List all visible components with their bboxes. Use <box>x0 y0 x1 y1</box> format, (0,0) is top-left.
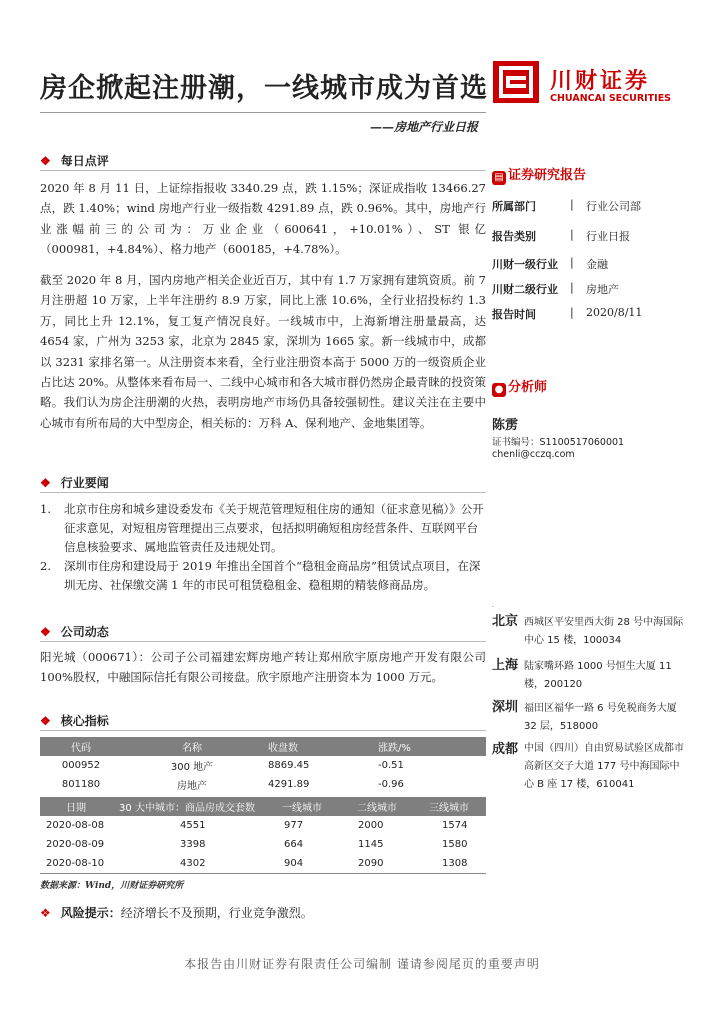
daily-comment-para1: 2020 年 8 月 11 日，上证综指报收 3340.29 点，跌 1.15%；深证成指收 13466.27 点，跌 1.40%；wind 房地产行业一级指数 4291.89 点，跌 0.96%。其中，房地产行业涨幅前三的公司为：万业企业（600641，+10.01%）、ST 银亿（000981，+4.84%）、格力地产（600185，+4.78%）。 <box>40 181 486 257</box>
report-subtitle: ——房地产行业日报 <box>370 120 479 134</box>
daily-comment-para2: 截至 2020 年 8 月，国内房地产相关企业近百万，其中有 1.7 万家拥有建筑资质。前 7 月注册超 10 万家，上半年注册约 8.9 万家，同比上涨 10.6%，全行业招投标约 1.3 万，同比上升 12.1%，复工复产情况良好。一线城市中，上海新增注册量最高，达 4654 家，广州为 3253 家，北京为 2845 家，深圳为 1665 家。新一线城市中，成都以 3231 家排名第一。从注册资本来看，全行业注册资本高于 5000 万的一级资质企业占比达 20%。从整体来看布局一、二线中心城市和各大城市群仍然房企最青睐的投资策略。我们认为房企注册潮的火热，表明房地产市场仍具备较强韧性。建议关注在主要中心城市有所布局的大中型房企，相关标的：万科 A、保利地产、金地集团等。 <box>40 273 486 430</box>
index-table <box>40 737 486 794</box>
analyst-email[interactable]: chenli@cczq.com <box>492 449 575 460</box>
analyst-cert: 证书编号：S1100517060001 <box>492 437 625 448</box>
logo-text-cn: 川财证券 <box>550 69 651 94</box>
company-logo <box>492 60 672 110</box>
data-source-note: 数据来源：Wind，川财证券研究所 <box>40 881 184 891</box>
office-addresses: 北京 西城区平安里西大街 28 号中海国际中心 15 楼，100034 上海 陆家嘴环路 1000 号恒生大厦 11 楼，200120 深圳 福田区福华一路 6 号免税商务大厦 32 层，518000 成都 中国（四川）自由贸易试验区成都市高新区交子大道 177 号中海国际中心 B 座 17 楼，610041 <box>492 608 692 808</box>
diamond-bullet-icon: ❖ <box>40 476 51 490</box>
table-row: 2020-08-09 3398 664 1145 1580 <box>46 839 468 850</box>
section-divider <box>40 170 486 171</box>
section-daily-heading: ❖ 每日点评 <box>40 154 109 168</box>
title-divider <box>40 112 486 113</box>
table-header-row: 日期 30 大中城市：商品房成交套数 一线城市 二线城市 三线城市 <box>40 797 486 816</box>
diamond-bullet-icon: ❖ <box>40 714 51 728</box>
logo-text-en: CHUANCAI SECURITIES <box>550 93 672 104</box>
report-title: 房企掀起注册潮，一线城市成为首选 <box>40 73 488 104</box>
news-list <box>40 500 486 595</box>
table-header-row: 代码 名称 收盘数 涨跌/% <box>40 737 486 756</box>
section-divider <box>40 641 486 642</box>
diamond-bullet-icon: ❖ <box>40 154 51 168</box>
address-shanghai: 陆家嘴环路 1000 号恒生大厦 11 楼，200120 <box>524 661 672 690</box>
risk-warning: ❖ 风险提示：经济增长不及预期，行业竞争激烈。 <box>40 906 313 920</box>
list-item: 2. 深圳市住房和建设局于 2019 年推出全国首个“稳租金商品房”租赁试点项目，在深圳无房、社保缴交满 1 年的市民可租赁稳租金、稳租期的精装修商品房。 <box>40 559 481 592</box>
section-divider <box>40 492 486 493</box>
analyst-heading: ● 分析师 <box>492 376 547 397</box>
section-divider <box>40 730 486 731</box>
analyst-name: 陈雳 <box>492 418 519 433</box>
person-icon: ● <box>492 383 506 397</box>
table-row: 000952 300 地产 8869.45 -0.51 <box>61 760 404 773</box>
list-item: 1. 北京市住房和城乡建设委发布《关于规范管理短租住房的通知（征求意见稿）》公开征求意见，对短租房管理提出三点要求，包括拟明确短租房经营条件、互联网平台信息核验要求、属地监管责任及违规处罚。 <box>40 502 484 554</box>
table-row: 2020-08-10 4302 904 2090 1308 <box>46 858 468 869</box>
address-shenzhen: 福田区福华一路 6 号免税商务大厦 32 层，518000 <box>524 703 677 732</box>
table-row: 2020-08-08 4551 977 2000 1574 <box>46 820 468 831</box>
diamond-bullet-icon: ❖ <box>40 906 51 920</box>
section-kpi-heading: ❖ 核心指标 <box>40 714 109 728</box>
transaction-table <box>40 797 486 873</box>
diamond-bullet-icon: ❖ <box>40 625 51 639</box>
table-row: 801180 房地产 4291.89 -0.96 <box>61 779 404 792</box>
address-chengdu: 中国（四川）自由贸易试验区成都市高新区交子大道 177 号中海国际中心 B 座 17 楼，610041 <box>524 743 684 790</box>
logo-mark-icon <box>492 60 540 104</box>
report-icon: ▤ <box>492 171 506 185</box>
report-type-heading: ▤ 证券研究报告 <box>492 164 586 185</box>
address-beijing: 西城区平安里西大街 28 号中海国际中心 15 楼，100034 <box>524 617 684 646</box>
table-bottom-rule <box>40 873 486 874</box>
report-info-block: 所属部门 | 行业公司部 报告类别 | 行业日报 川财一级行业 | 金融 川财二级行业 | 房地产 报告时间 | 2020/8/11 <box>492 198 643 321</box>
page-footer: 本报告由川财证券有限责任公司编制 谨请参阅尾页的重要声明 <box>184 957 540 971</box>
section-news-heading: ❖ 行业要闻 <box>40 476 109 490</box>
section-company-heading: ❖ 公司动态 <box>40 625 109 639</box>
company-news-para: 阳光城（000671）：公司子公司福建宏辉房地产转让郑州欣宇原房地产开发有限公司 100%股权，中融国际信托有限公司接盘。欣宇原地产注册资本为 1000 万元。 <box>40 650 486 685</box>
